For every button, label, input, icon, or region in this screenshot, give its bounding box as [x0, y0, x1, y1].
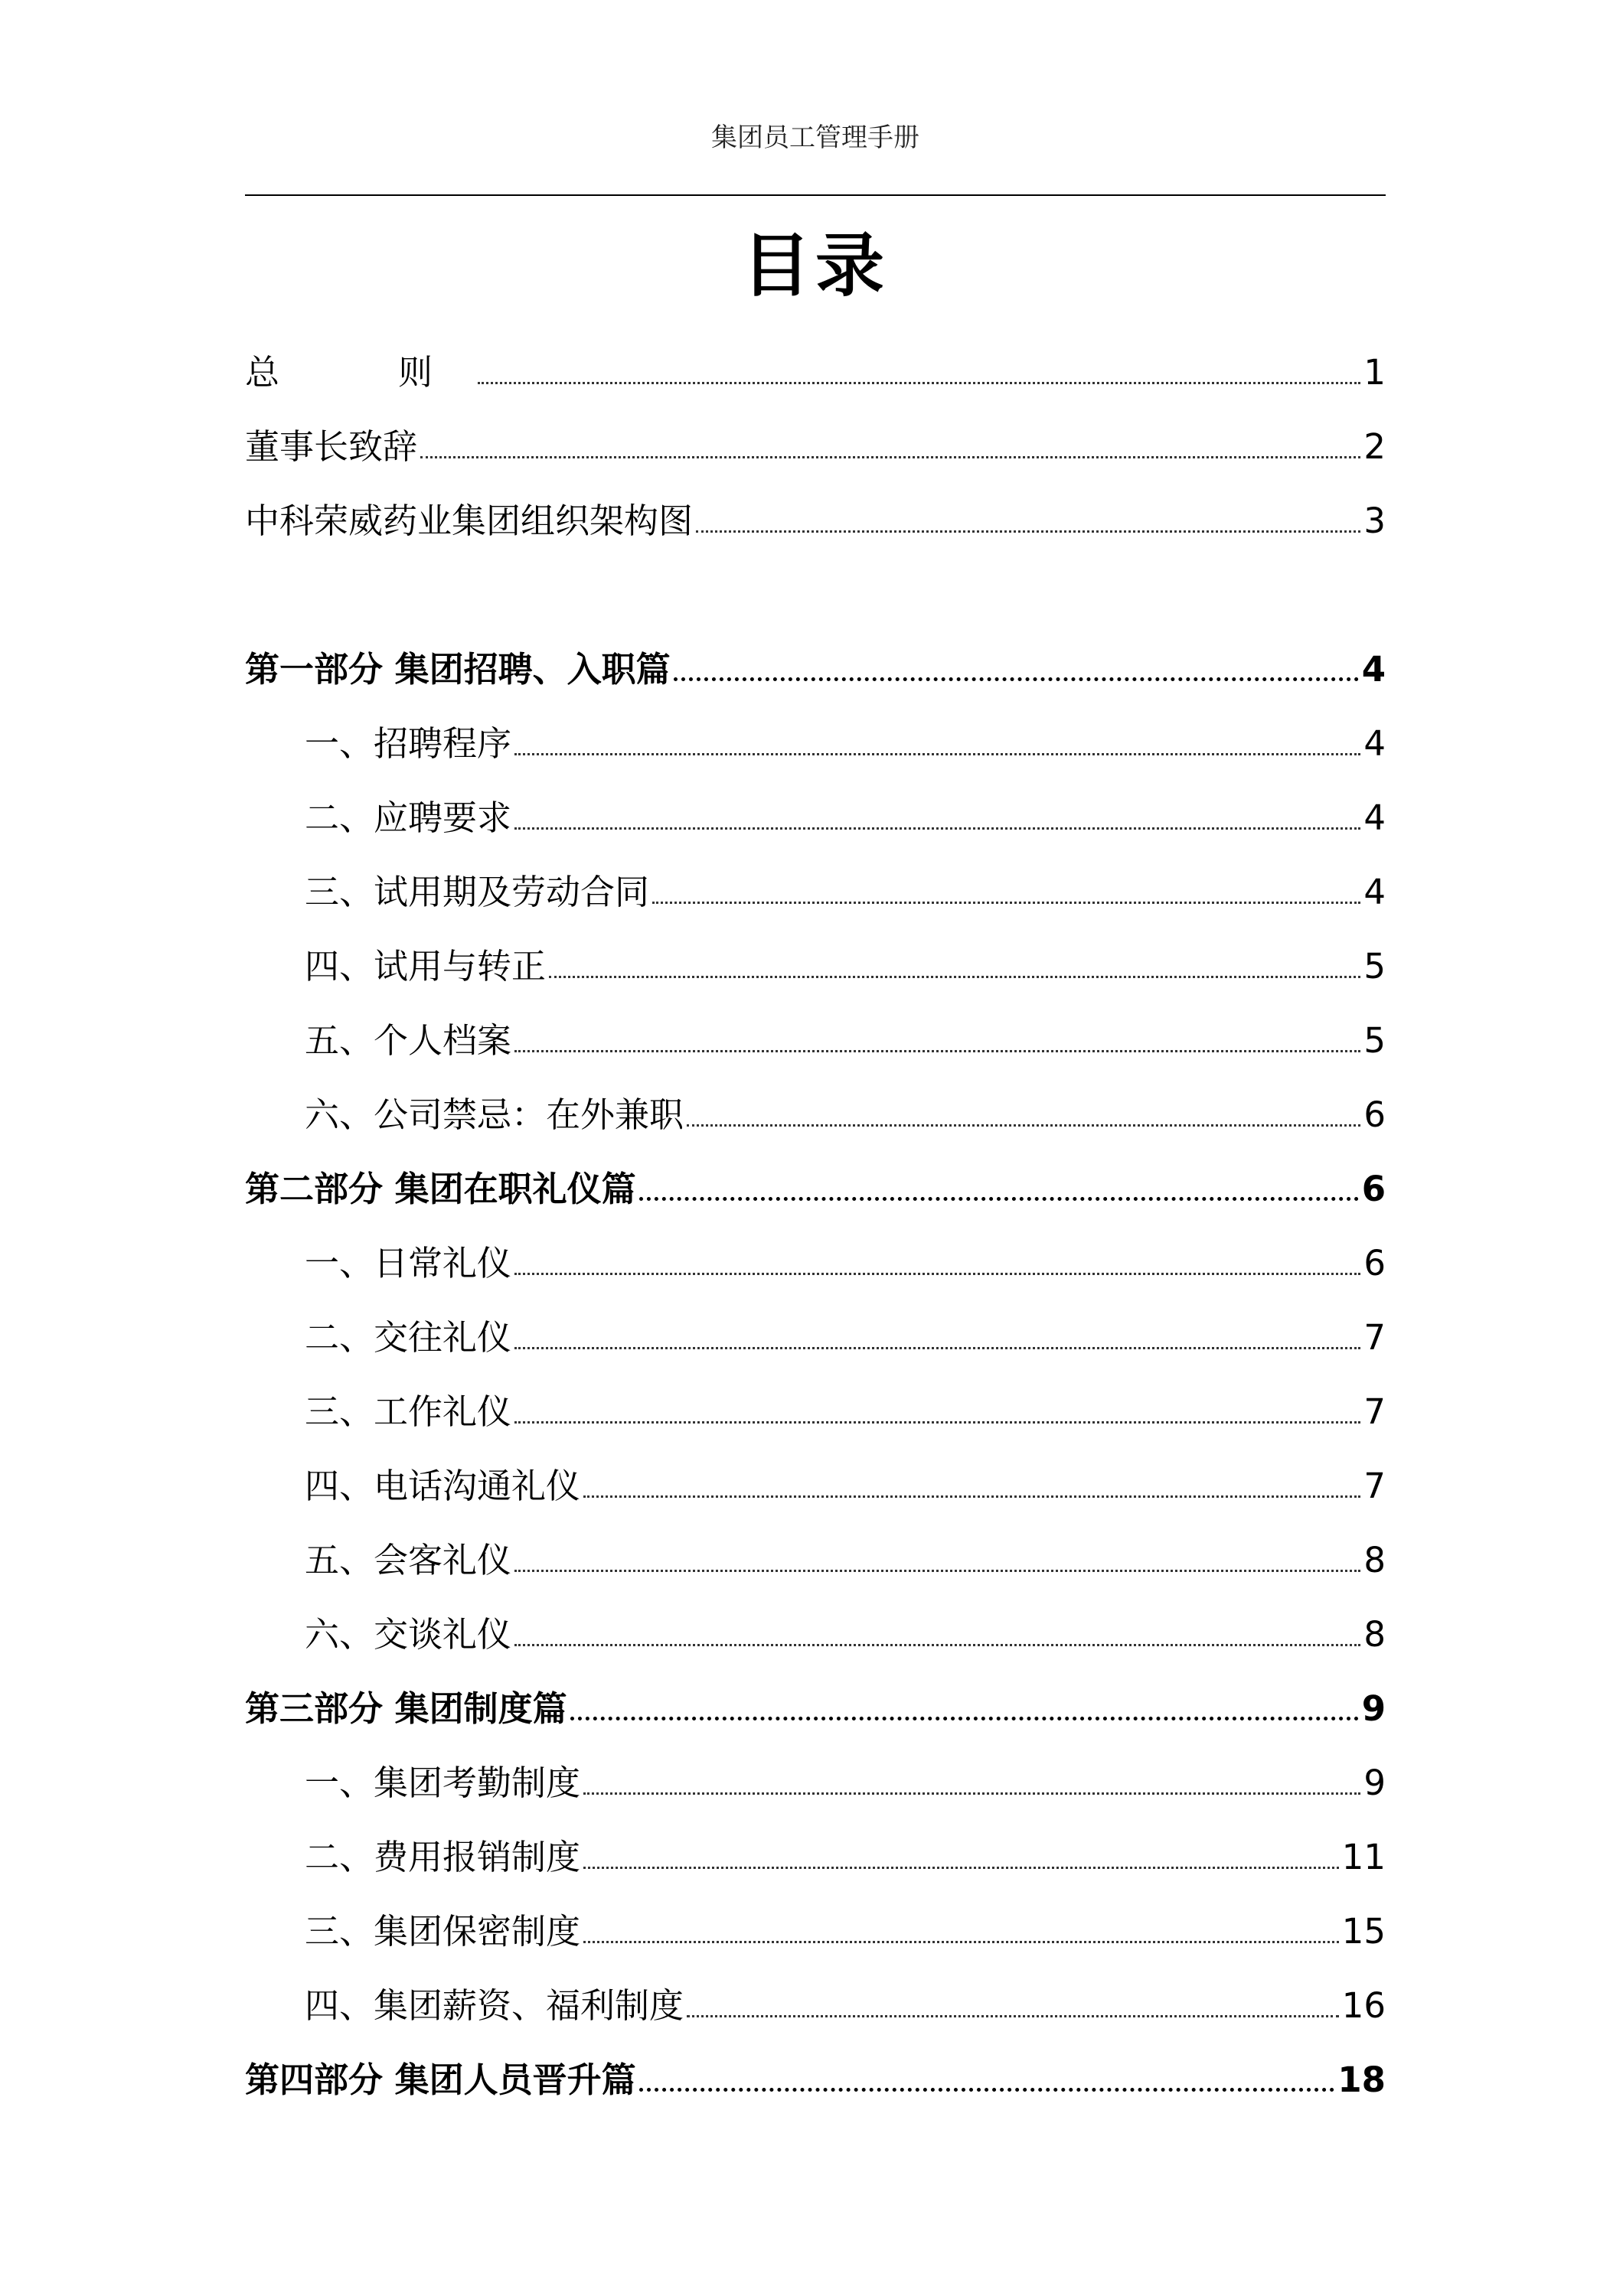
- toc-dot-leader: [478, 382, 1360, 384]
- toc-page-number: 4: [1361, 649, 1386, 690]
- toc-entry-daily-etiquette[interactable]: [245, 1237, 1386, 1290]
- toc-part-label: 第四部分 集团人员晋升篇: [245, 2060, 636, 2100]
- toc-entry-probation-contract[interactable]: [245, 866, 1386, 919]
- toc-page-number: 8: [1363, 1540, 1386, 1580]
- toc-page-number: 3: [1363, 501, 1386, 541]
- toc-page-number: 15: [1341, 1911, 1386, 1952]
- toc-dot-leader: [639, 2088, 1335, 2092]
- toc-part-4[interactable]: [245, 2053, 1386, 2107]
- toc-page-number: 8: [1363, 1614, 1386, 1655]
- toc-page-number: 9: [1361, 1688, 1386, 1729]
- toc-entry-chairman-speech[interactable]: [245, 420, 1386, 474]
- toc-entry-label: 六、交谈礼仪: [305, 1614, 512, 1655]
- toc-part-label: 第三部分 集团制度篇: [245, 1688, 567, 1729]
- toc-entry-confidentiality-policy[interactable]: [245, 1905, 1386, 1958]
- toc-entry-label: 四、集团薪资、福利制度: [305, 1985, 684, 2026]
- toc-entry-work-etiquette[interactable]: [245, 1385, 1386, 1439]
- toc-page-number: 16: [1341, 1985, 1386, 2026]
- header-divider: [245, 194, 1386, 196]
- toc-entry-salary-benefits-policy[interactable]: [245, 1979, 1386, 2033]
- toc-page-number: 1: [1363, 352, 1386, 393]
- toc-entry-social-etiquette[interactable]: [245, 1311, 1386, 1365]
- toc-dot-leader: [687, 2015, 1339, 2017]
- toc-dot-leader: [514, 1644, 1360, 1646]
- toc-page-number: 4: [1363, 797, 1386, 838]
- toc-page-number: 11: [1341, 1837, 1386, 1877]
- toc-part-label: 第一部分 集团招聘、入职篇: [245, 649, 671, 690]
- running-header: 集团员工管理手册: [711, 122, 919, 153]
- toc-entry-label: 二、交往礼仪: [305, 1317, 512, 1358]
- toc-part-2[interactable]: [245, 1163, 1386, 1216]
- toc-dot-leader: [583, 1941, 1339, 1943]
- toc-dot-leader: [639, 1197, 1359, 1201]
- toc-page-number: 6: [1361, 1169, 1386, 1209]
- toc-entry-label: 中科荣威药业集团组织架构图: [245, 501, 694, 541]
- toc-entry-personal-file[interactable]: [245, 1014, 1386, 1068]
- toc-dot-leader: [687, 1124, 1360, 1127]
- toc-page-number: 4: [1363, 723, 1386, 764]
- page-title: 目录: [742, 226, 889, 306]
- toc-dot-leader: [674, 677, 1359, 681]
- toc-dot-leader: [514, 1570, 1360, 1572]
- toc-entry-label: 一、招聘程序: [305, 723, 512, 764]
- toc-entry-label: 三、工作礼仪: [305, 1391, 512, 1432]
- toc-entry-label: 五、会客礼仪: [305, 1540, 512, 1580]
- toc-page-number: 9: [1363, 1763, 1386, 1803]
- toc-entry-expense-policy[interactable]: [245, 1831, 1386, 1884]
- toc-dot-leader: [514, 1273, 1360, 1275]
- toc-entry-application-requirements[interactable]: [245, 791, 1386, 845]
- toc-part-1[interactable]: [245, 643, 1386, 696]
- toc-entry-company-taboo[interactable]: [245, 1088, 1386, 1142]
- toc-dot-leader: [514, 1421, 1360, 1424]
- toc-entry-org-chart[interactable]: [245, 494, 1386, 548]
- toc-entry-label: 五、个人档案: [305, 1020, 512, 1061]
- toc-entry-conversation-etiquette[interactable]: [245, 1608, 1386, 1662]
- toc-dot-leader: [583, 1792, 1360, 1795]
- toc-page-number: 6: [1363, 1094, 1386, 1135]
- toc-entry-label: 六、公司禁忌：在外兼职: [305, 1094, 684, 1135]
- toc-entry-label: 二、费用报销制度: [305, 1837, 581, 1877]
- toc-dot-leader: [549, 976, 1360, 978]
- toc-page-number: 4: [1363, 872, 1386, 912]
- toc-entry-label: 四、试用与转正: [305, 946, 547, 987]
- toc-page-number: 18: [1337, 2060, 1386, 2100]
- toc-dot-leader: [514, 753, 1360, 755]
- toc-dot-leader: [583, 1495, 1360, 1498]
- toc-entry-attendance-policy[interactable]: [245, 1756, 1386, 1810]
- toc-entry-label: 一、集团考勤制度: [305, 1763, 581, 1803]
- toc-part-3[interactable]: [245, 1682, 1386, 1736]
- toc-entry-general-provisions[interactable]: [245, 346, 1386, 400]
- toc-entry-label: 三、集团保密制度: [305, 1911, 581, 1952]
- toc-entry-recruitment-process[interactable]: [245, 717, 1386, 771]
- toc-page-number: 6: [1363, 1243, 1386, 1283]
- toc-entry-reception-etiquette[interactable]: [245, 1534, 1386, 1587]
- toc-dot-leader: [652, 902, 1360, 904]
- toc-dot-leader: [514, 1050, 1360, 1052]
- toc-page-number: 7: [1363, 1466, 1386, 1506]
- toc-dot-leader: [514, 1347, 1360, 1349]
- toc-entry-label: 一、日常礼仪: [305, 1243, 512, 1283]
- toc-entry-label: 三、试用期及劳动合同: [305, 872, 650, 912]
- toc-entry-phone-etiquette[interactable]: [245, 1459, 1386, 1513]
- toc-entry-label: 二、应聘要求: [305, 797, 512, 838]
- toc-page-number: 5: [1363, 1020, 1386, 1061]
- toc-page-number: 7: [1363, 1391, 1386, 1432]
- toc-entry-label: 董事长致辞: [245, 426, 418, 467]
- toc-dot-leader: [420, 456, 1360, 458]
- toc-page-number: 2: [1363, 426, 1386, 467]
- toc-entry-label: 总 则: [245, 352, 475, 393]
- toc-entry-probation-confirmation[interactable]: [245, 940, 1386, 993]
- toc-entry-label: 四、电话沟通礼仪: [305, 1466, 581, 1506]
- toc-page-number: 7: [1363, 1317, 1386, 1358]
- toc-dot-leader: [583, 1867, 1339, 1869]
- toc-dot-leader: [514, 827, 1360, 830]
- toc-part-label: 第二部分 集团在职礼仪篇: [245, 1169, 636, 1209]
- toc-page-number: 5: [1363, 946, 1386, 987]
- toc-dot-leader: [696, 530, 1360, 533]
- toc-dot-leader: [570, 1717, 1359, 1720]
